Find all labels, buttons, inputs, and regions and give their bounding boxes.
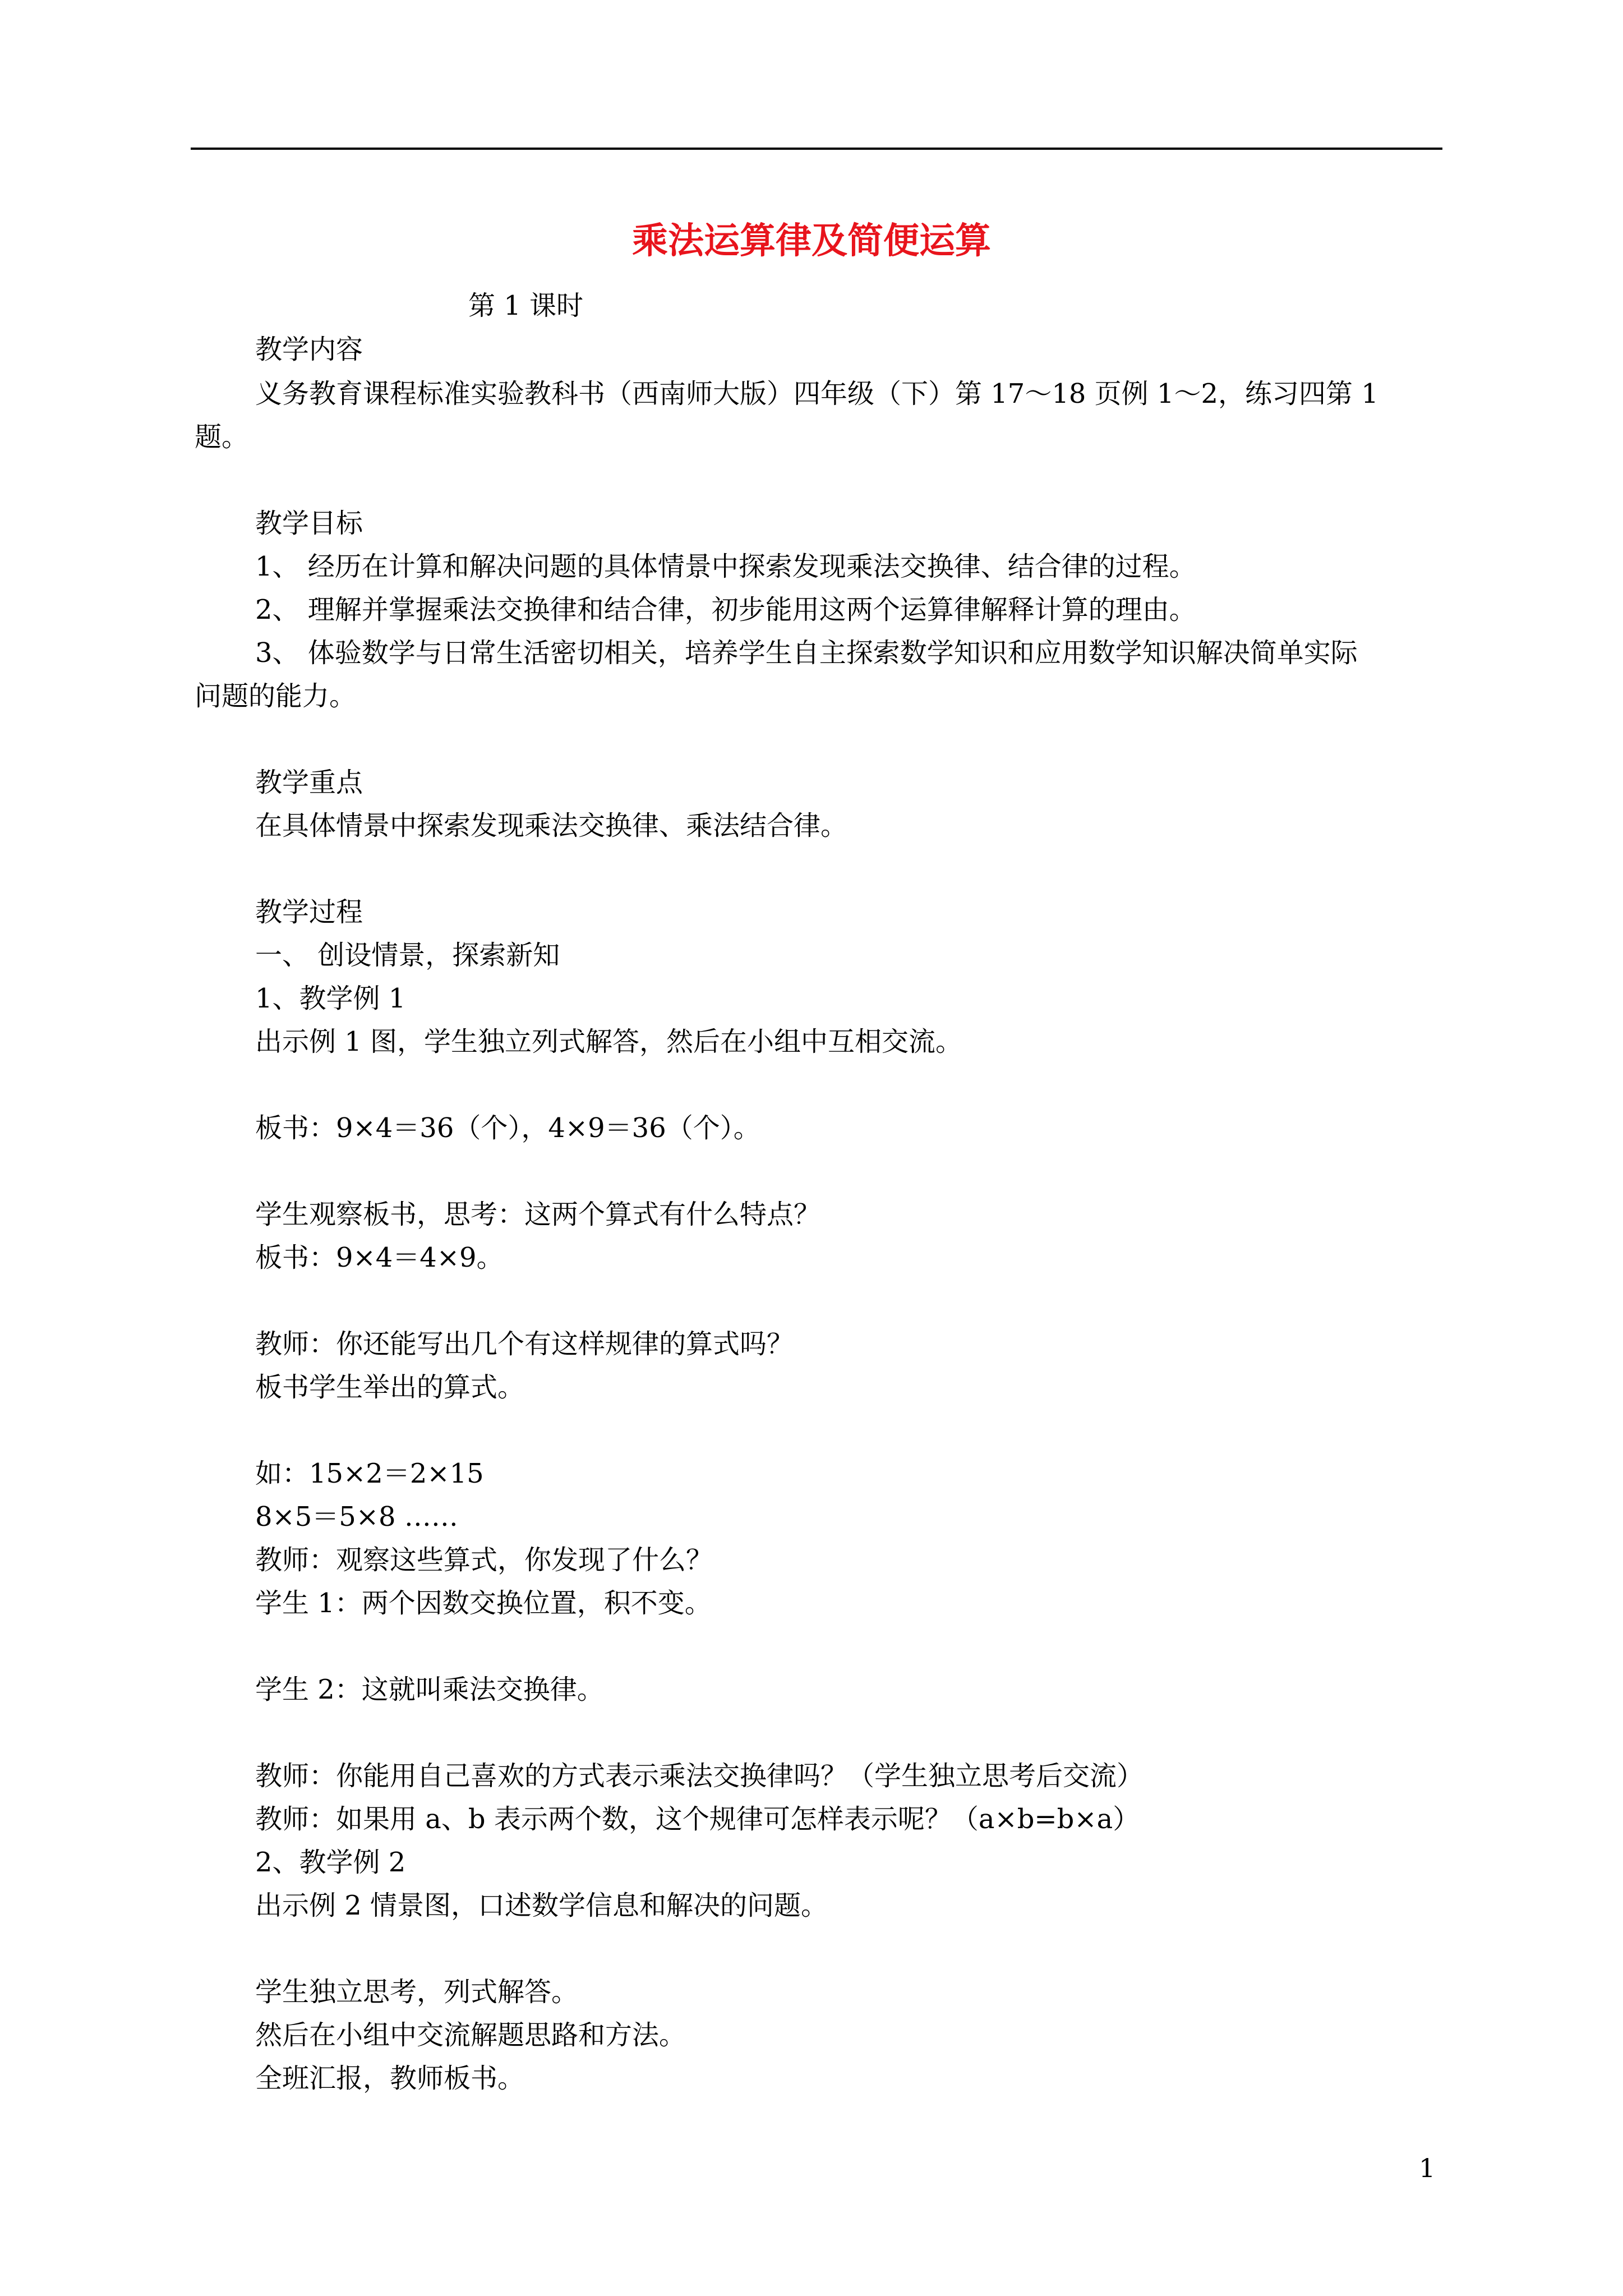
dialogue-line: 教师：你还能写出几个有这样规律的算式吗？ (255, 1328, 794, 1360)
objective-item: 2、 理解并掌握乘法交换律和结合律，初步能用这两个运算律解释计算的理由。 (255, 594, 1196, 625)
section-heading: 教学目标 (255, 508, 363, 539)
paragraph-line: 学生观察板书，思考：这两个算式有什么特点？ (255, 1199, 821, 1230)
paragraph-line: 然后在小组中交流解题思路和方法。 (255, 2019, 686, 2051)
section-heading: 教学重点 (255, 767, 363, 798)
objective-item: 1、 经历在计算和解决问题的具体情景中探索发现乘法交换律、结合律的过程。 (255, 551, 1196, 582)
header-rule (191, 148, 1442, 150)
dialogue-line: 学生 1：两个因数交换位置，积不变。 (255, 1588, 712, 1619)
objective-item: 问题的能力。 (195, 680, 357, 712)
section-heading: 教学过程 (255, 896, 363, 928)
step-heading: 1、教学例 1 (255, 983, 406, 1014)
lesson-label: 第 1 课时 (468, 290, 584, 321)
equation-line: 如：15×2＝2×15 (255, 1458, 484, 1489)
paragraph-line: 板书学生举出的算式。 (255, 1372, 525, 1403)
page-number: 1 (1419, 2153, 1436, 2183)
paragraph-line: 在具体情景中探索发现乘法交换律、乘法结合律。 (255, 810, 848, 841)
paragraph-line: 题。 (195, 421, 249, 453)
paragraph-line: 全班汇报，教师板书。 (255, 2063, 525, 2094)
paragraph-line: 义务教育课程标准实验教科书（西南师大版）四年级（下）第 17～18 页例 1～2，练习四第 1 (255, 378, 1378, 409)
subsection-heading: 一、 创设情景，探索新知 (255, 940, 560, 971)
section-heading: 教学内容 (255, 334, 363, 365)
objective-item: 3、 体验数学与日常生活密切相关，培养学生自主探索数学知识和应用数学知识解决简单实际 (255, 637, 1358, 669)
dialogue-line: 教师：观察这些算式，你发现了什么？ (255, 1544, 713, 1576)
paragraph-line: 学生独立思考，列式解答。 (255, 1976, 579, 2008)
board-writing: 板书：9×4＝36（个），4×9＝36（个）。 (255, 1112, 760, 1144)
document-title: 乘法运算律及简便运算 (632, 220, 991, 262)
dialogue-line: 教师：如果用 a、b 表示两个数，这个规律可怎样表示呢？（a×b=b×a） (255, 1803, 1140, 1835)
dialogue-line: 教师：你能用自己喜欢的方式表示乘法交换律吗？（学生独立思考后交流） (255, 1760, 1144, 1792)
paragraph-line: 出示例 2 情景图，口述数学信息和解决的问题。 (255, 1890, 828, 1921)
step-heading: 2、教学例 2 (255, 1847, 406, 1878)
equation-line: 8×5＝5×8 …… (255, 1501, 458, 1533)
paragraph-line: 出示例 1 图，学生独立列式解答，然后在小组中互相交流。 (255, 1026, 963, 1057)
board-writing: 板书：9×4＝4×9。 (255, 1242, 504, 1273)
dialogue-line: 学生 2：这就叫乘法交换律。 (255, 1674, 604, 1705)
